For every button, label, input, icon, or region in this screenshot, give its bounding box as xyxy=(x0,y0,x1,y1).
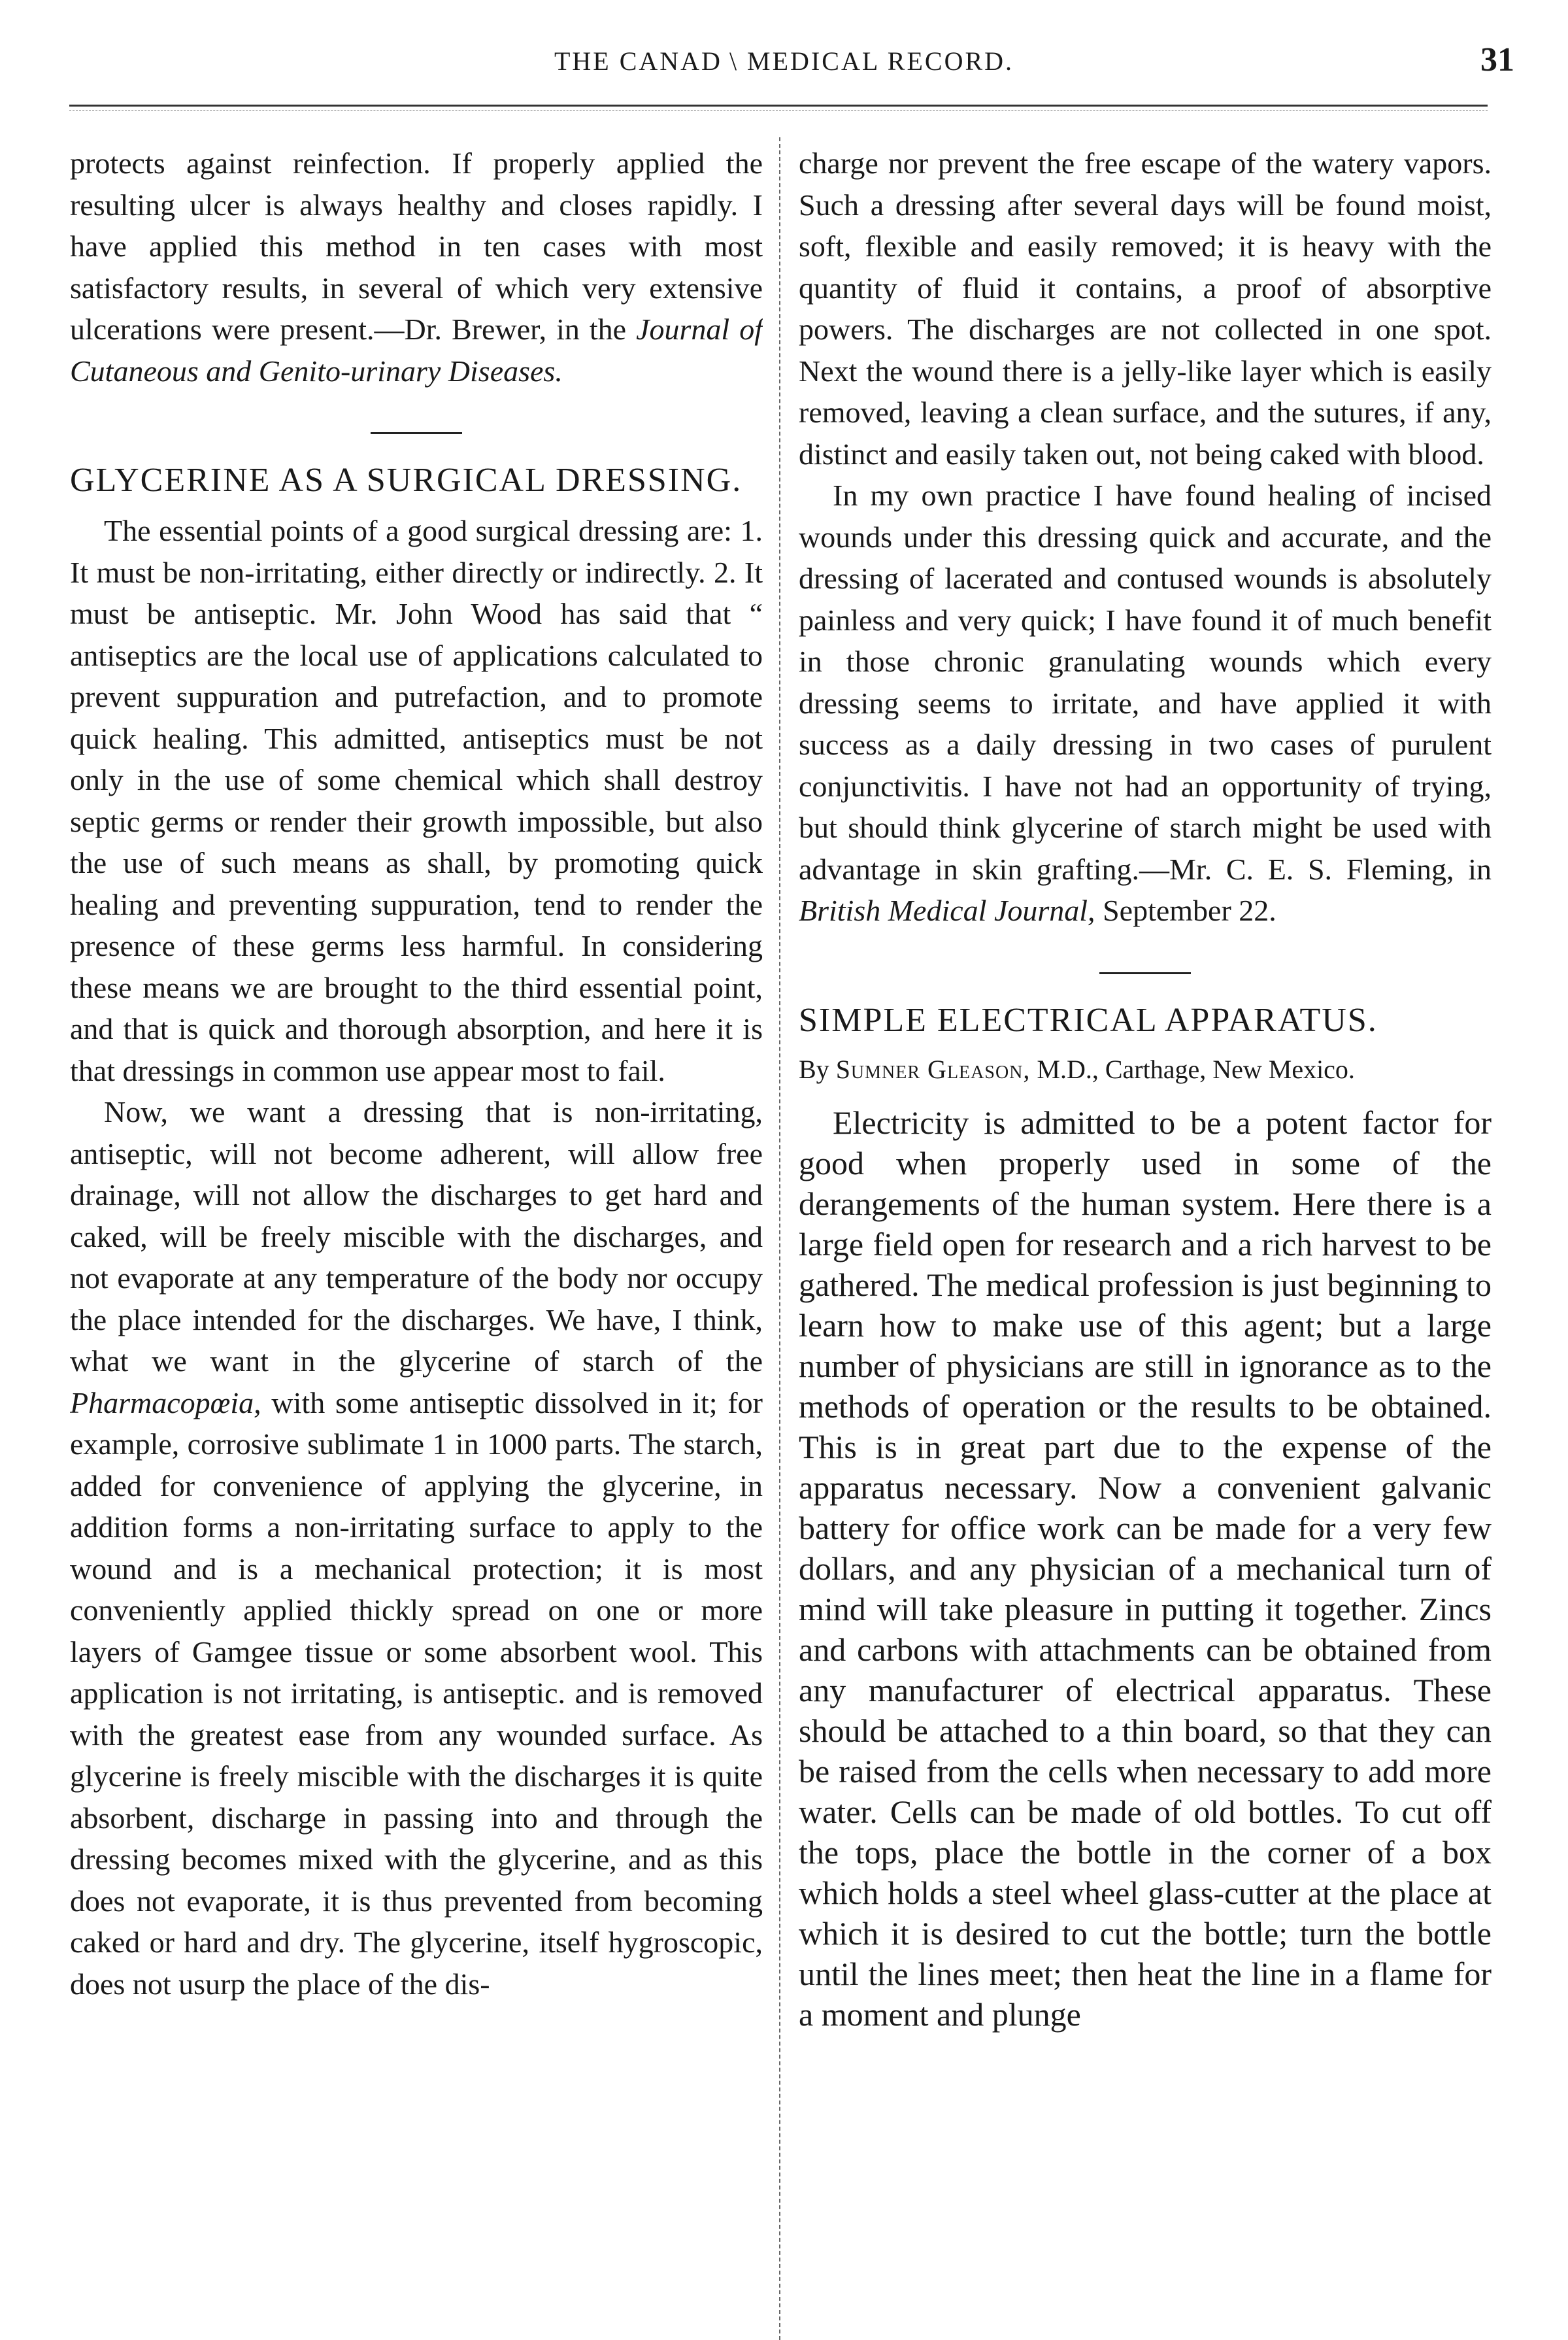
citation-date: September 22. xyxy=(1095,894,1276,927)
left-column xyxy=(70,143,763,2340)
article-paragraph: Electricity is admitted to be a potent factor for good when properly used in some of the derangements of the human system. Here there is a large field open for research and a rich harvest to be gathered. The medical profession is just beginning to learn how to make use of this agent; but a large number of physicians are still in ignorance as to the methods of operation or the results to be obtained. This is in great part due to the expense of the apparatus necessary. Now a convenient galvanic battery for office work can be made for a very few dollars, and any physician of a mechanical turn of mind will take pleasure in putting it together. Zincs and carbons with attachments can be obtained from any manufacturer of electrical apparatus. These should be attached to a thin board, so that they can be raised from the cells when necessary to add more water. Cells can be made of old bottles. To cut off the tops, place the bottle in the corner of a box which holds a steel wheel glass-cutter at the place at which it is desired to cut the bottle; turn the bottle until the lines meet; then heat the line in a flame for a moment and plunge xyxy=(799,1104,1492,2033)
article-paragraph: The essential points of a good surgical dressing are: 1. It must be non-irritating, either directly or indirectly. 2. It must be antiseptic. Mr. John Wood has said that “ antiseptics are the local use of applications calculated to prevent suppuration and putrefaction, and to promote quick healing. This admitted, antiseptics must be not only in the use of some chemical which shall destroy septic germs or render their growth impossible, but also the use of such means as shall, by promoting quick healing and preventing suppuration, tend to render the presence of these germs less harmful. In considering these means we are brought to the third essential point, and that is quick and thorough absorption, and here it is that dressings in common use appear most to fail. xyxy=(70,514,763,1087)
article-paragraph xyxy=(799,475,1492,932)
running-head xyxy=(0,41,1568,92)
section-divider xyxy=(371,432,462,434)
right-column xyxy=(799,143,1492,2340)
continued-paragraph xyxy=(70,143,763,392)
byline-prefix: By xyxy=(799,1054,836,1084)
paragraph-text: with some antiseptic dissolved in it; for example, corrosive sublimate 1 in 1000 parts. The starch, added for convenience of applying the glycerine, in addition forms a non-irritating surface to apply to the wound and is a mechanical protection; it is most conveniently applied thickly spread on one or more layers of Gamgee tissue or some absorbent wool. This application is not irritating, is antiseptic. and is removed with the greatest ease from any wounded surface. As glycerine is freely miscible with the discharges it is quite absorbent, discharge in passing into and through the dressing becomes mixed with the glycerine, and as this does not evaporate, it is thus prevented from becoming caked or hard and dry. The glycerine, itself hygroscopic, does not usurp the place of the dis- xyxy=(70,1385,763,2001)
column-divider xyxy=(779,137,780,2340)
journal-citation: Journal of Cutaneous and Genito-urinary Diseases. xyxy=(70,313,763,388)
paragraph-text: Now, we want a dressing that is non-irritating, antiseptic, will not become adherent, will allow free drainage, will not allow the discharges to get hard and caked, will be freely miscible with the discharges, and not evaporate at any temperature of the body nor occupy the place intended for the discharges. We have, I think, what we want in the glycerine of starch of the xyxy=(70,1095,763,1378)
pharmacopoeia-term: Pharmacopœia, xyxy=(70,1385,261,1419)
byline-author: Sumner Gleason, xyxy=(835,1054,1031,1084)
continued-paragraph: charge nor prevent the free escape of the watery vapors. Such a dressing after several days will be found moist, soft, flexible and easily removed; it is heavy with the quantity of fluid it contains, a proof of absorptive powers. The discharges are not collected in one spot. Next the wound there is a jelly-like layer which is easily removed, leaving a clean surface, and the sutures, if any, distinct and easily taken out, not being caked with blood. xyxy=(799,146,1492,471)
journal-running-title: THE CANAD \ MEDICAL RECORD. xyxy=(554,46,1014,76)
byline-suffix: M.D., Carthage, New Mexico. xyxy=(1030,1054,1355,1084)
continued-paragraph-text: protects against reinfection. If properly applied the resulting ulcer is always healthy and closes rapidly. I have applied this method in ten cases with most satisfactory results, in several of which very extensive ulcerations were present.—Dr. Brewer, in the xyxy=(70,146,763,346)
section-title-glycerine: GLYCERINE AS A SURGICAL DRESSING. xyxy=(70,462,742,499)
section-divider xyxy=(1099,972,1191,974)
header-rule xyxy=(69,105,1488,111)
section-title-electrical: SIMPLE ELECTRICAL APPARATUS. xyxy=(799,1001,1378,1039)
journal-citation: British Medical Journal, xyxy=(799,894,1095,927)
paragraph-text: In my own practice I have found healing of incised wounds under this dressing quick and accurate, and the dressing of lacerated and contused wounds is absolutely painless and very quick; I have found it of much benefit in those chronic granulating wounds which every dressing seems to irritate, and have applied it with success as a daily dressing in two cases of purulent conjunctivitis. I have not had an opportunity of trying, but should think glycerine of starch might be used with advantage in skin grafting.—Mr. C. E. S. Fleming, in xyxy=(799,479,1492,886)
article-paragraph xyxy=(70,1091,763,2005)
page-number: 31 xyxy=(1480,41,1514,78)
article-byline xyxy=(799,1050,1492,1089)
